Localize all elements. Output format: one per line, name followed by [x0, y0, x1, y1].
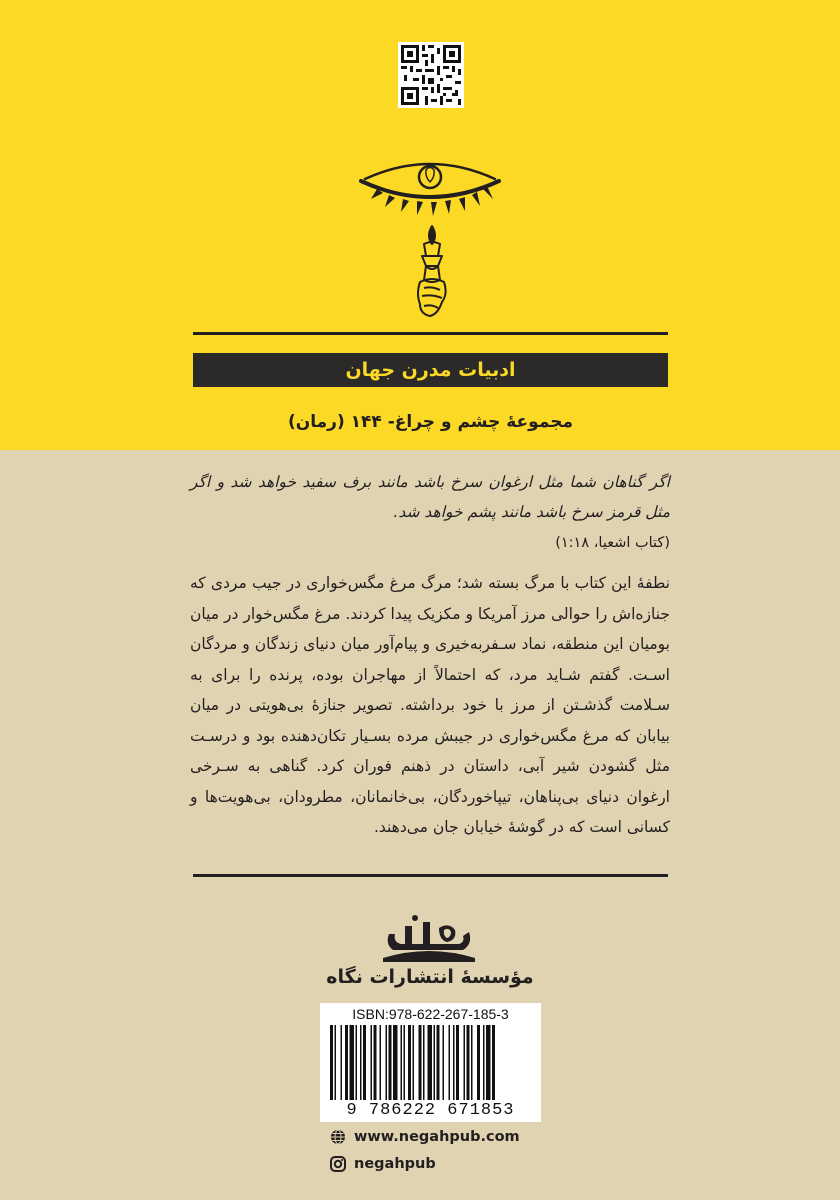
barcode-digits: 9 786222 671853	[346, 1101, 515, 1120]
oil-lamp-icon	[408, 222, 456, 322]
bottom-rule	[193, 874, 668, 877]
globe-icon	[330, 1129, 346, 1145]
publisher-name: مؤسسۀ انتشارات نگاه	[326, 966, 534, 988]
top-rule	[193, 332, 668, 335]
series-title: ادبیات مدرن جهان	[345, 359, 516, 381]
blurb-text: نطفۀ این کتاب با مرگ بسته شد؛ مرگ مرغ مگس‌خواری در جیب مردی که جنازه‌اش را حوالی مرز آمریکا و مکزیک پیدا کردند. مرغ مگس‌خوار در میان بومیان این منطقه، نماد سـفربه‌خیری و پیام‌آور میان دنیای زندگان و مردگان اسـت. گفتم شـاید مرد، که احتمالاً از مهاجران بوده، پرنده را برای به سـلامت گذشـتن از مرز با خود برداشته. تصویر جنازۀ بی‌هویتی در میان بیابان که مرغ مگس‌خواری در جیبش مرده بسـیار تکان‌دهنده بود و درسـت مثل گشودن شیر آبی، داستان در ذهنم فوران کرد. گناهی به سـرخی ارغوان دنیای بی‌پناهان، تیپاخوردگان، بی‌خانمانان، مطرودان، بی‌هویت‌ها و کسانی است که در گوشۀ خیابان جان می‌دهند.	[190, 574, 670, 836]
logo-text: نگاه	[429, 914, 431, 915]
isbn-label: ISBN:978-622-267-185-3	[352, 1006, 509, 1022]
negah-logo	[383, 914, 475, 962]
barcode-bars	[328, 1025, 533, 1100]
series-title-bar	[193, 353, 668, 387]
website-row[interactable]	[330, 1125, 520, 1149]
website-link[interactable]: www.negahpub.com	[354, 1129, 520, 1145]
collection-label: مجموعۀ چشم و چراغ- ۱۴۴ (رمان)	[287, 412, 573, 432]
instagram-icon	[330, 1156, 346, 1172]
qr-code[interactable]	[398, 42, 464, 108]
instagram-handle[interactable]: negahpub	[354, 1156, 436, 1172]
instagram-row[interactable]	[330, 1152, 436, 1176]
isbn-barcode	[320, 1003, 541, 1122]
epigraph-reference: (کتاب اشعیا، ۱:۱۸)	[555, 535, 670, 551]
epigraph-text: اگر گناهان شما مثل ارغوان سرخ باشد مانند برف سفید خواهد شد و اگر مثل قرمز سرخ باشد مانند پشم خواهد شد.	[190, 473, 670, 521]
